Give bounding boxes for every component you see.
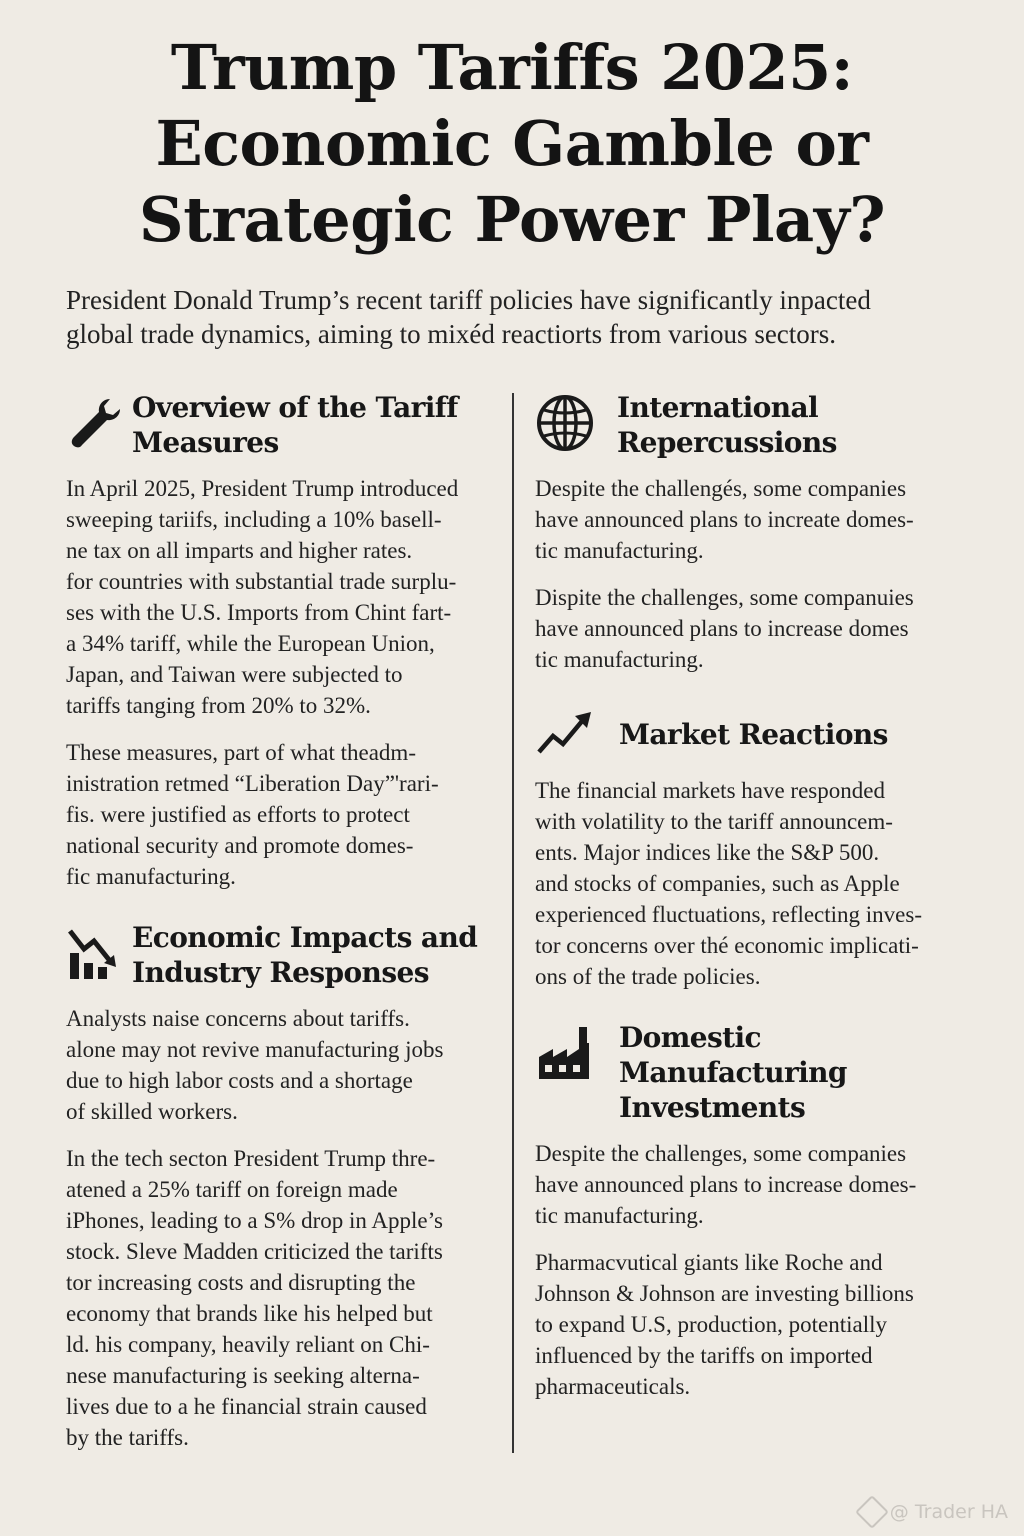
text-line: Despite the challenges, some companies: [535, 1141, 907, 1166]
heading-line: Market Reactions: [619, 717, 888, 751]
text-line: experienced fluctuations, reflecting inves-: [535, 902, 923, 927]
heading-line: International: [617, 391, 819, 424]
title-line: Strategic Power Play?: [138, 183, 886, 256]
section-overview: [66, 390, 506, 892]
factory-icon: [535, 1020, 619, 1086]
intro-paragraph: [66, 283, 986, 351]
text-line: a 34% tariff, while the European Union,: [66, 631, 435, 656]
left-column: [66, 390, 506, 1453]
text-line: ne tax on all imparts and higher rates.: [66, 538, 413, 563]
text-line: tic manufacturing.: [535, 538, 704, 563]
text-line: tariffs tanging from 20% to 32%.: [66, 693, 371, 718]
declining-bar-chart-icon: [66, 920, 132, 986]
text-line: for countries with substantial trade surplu-: [66, 569, 457, 594]
diamond-logo-icon: [855, 1495, 889, 1529]
text-line: alone may not revive manufacturing jobs: [66, 1037, 444, 1062]
text-line: atened a 25% tariff on foreign made: [66, 1177, 398, 1202]
paragraph: [66, 1143, 506, 1453]
heading-line: Repercussions: [617, 426, 837, 459]
section-heading: [132, 920, 477, 990]
column-divider: [512, 393, 514, 1453]
heading-line: Overview of the Tariff: [132, 391, 458, 424]
text-line: tic manufacturing.: [535, 1203, 704, 1228]
paragraph: [535, 473, 975, 566]
section-economic-impacts: [66, 920, 506, 1453]
text-line: nese manufacturing is seeking alterna-: [66, 1363, 420, 1388]
text-line: national security and promote domes-: [66, 833, 414, 858]
section-international: [535, 390, 975, 675]
text-line: economy that brands like his helped but: [66, 1301, 433, 1326]
paragraph: [66, 1003, 506, 1127]
right-column: [535, 390, 975, 1402]
text-line: ents. Major indices like the S&P 500.: [535, 840, 880, 865]
intro-line: global trade dynamics, aiming to mixéd reactiorts from various sectors.: [66, 319, 837, 349]
heading-line: Economic Impacts and: [132, 921, 478, 954]
section-heading: [132, 390, 458, 460]
text-line: Despite the challengés, some companies: [535, 476, 907, 501]
text-line: ld. his company, heavily reliant on Chi-: [66, 1332, 430, 1357]
text-line: by the tariffs.: [66, 1425, 189, 1450]
text-line: tor concerns over thé economic implicati-: [535, 933, 919, 958]
text-line: ons of the trade policies.: [535, 964, 761, 989]
text-line: tic manufacturing.: [535, 647, 704, 672]
wrench-icon: [66, 390, 132, 456]
text-line: Dispite the challenges, some companuies: [535, 585, 914, 610]
text-line: influenced by the tariffs on imported: [535, 1343, 873, 1368]
text-line: pharmaceuticals.: [535, 1374, 691, 1399]
title-line: Trump Tariffs 2025:: [170, 31, 854, 104]
paragraph: [66, 473, 506, 721]
text-line: ses with the U.S. Imports from Chint fart-: [66, 600, 452, 625]
heading-line: Industry Responses: [132, 956, 429, 989]
text-line: of skilled workers.: [66, 1099, 238, 1124]
text-line: Japan, and Taiwan were subjected to: [66, 662, 403, 687]
text-line: Pharmacvutical giants like Roche and: [535, 1250, 883, 1275]
watermark: [860, 1500, 1008, 1524]
text-line: These measures, part of what theadm-: [66, 740, 416, 765]
paragraph: [535, 1138, 975, 1231]
text-line: stock. Sleve Madden criticized the tarifts: [66, 1239, 443, 1264]
text-line: In April 2025, President Trump introduced: [66, 476, 459, 501]
text-line: In the tech secton President Trump thre-: [66, 1146, 436, 1171]
paragraph: [535, 775, 975, 992]
paragraph: [535, 582, 975, 675]
section-domestic-manufacturing: [535, 1020, 975, 1402]
trending-up-arrow-icon: [535, 701, 619, 767]
text-line: due to high labor costs and a shortage: [66, 1068, 413, 1093]
watermark-text: @ Trader HA: [889, 1501, 1008, 1523]
paragraph: [66, 737, 506, 892]
text-line: fis. were justified as efforts to protect: [66, 802, 410, 827]
paragraph: [535, 1247, 975, 1402]
section-heading: [619, 717, 888, 752]
text-line: have announced plans to increase domes: [535, 616, 909, 641]
title-line: Economic Gamble or: [155, 107, 869, 180]
section-heading: [617, 390, 837, 460]
text-line: iPhones, leading to a S% drop in Apple’s: [66, 1208, 443, 1233]
text-line: fic manufacturing.: [66, 864, 236, 889]
intro-line: President Donald Trump’s recent tariff policies have significantly inpacted: [66, 285, 871, 315]
globe-icon: [535, 390, 617, 456]
text-line: The financial markets have responded: [535, 778, 885, 803]
text-line: Analysts naise concerns about tariffs.: [66, 1006, 410, 1031]
text-line: lives due to a he financial strain caused: [66, 1394, 427, 1419]
section-heading: [619, 1020, 975, 1125]
text-line: and stocks of companies, such as Apple: [535, 871, 900, 896]
text-line: with volatility to the tariff announcem-: [535, 809, 893, 834]
text-line: tor increasing costs and disrupting the: [66, 1270, 416, 1295]
text-line: sweeping tariifs, including a 10% basell-: [66, 507, 442, 532]
heading-line: Domestic Manufacturing: [619, 1021, 847, 1089]
text-line: inistration retmed “Liberation Day”'rari-: [66, 771, 439, 796]
text-line: Johnson & Johnson are investing billions: [535, 1281, 914, 1306]
heading-line: Measures: [132, 426, 279, 459]
section-market-reactions: [535, 701, 975, 992]
page-title: [0, 30, 1024, 258]
text-line: have announced plans to increase domes-: [535, 1172, 917, 1197]
text-line: have announced plans to increate domes-: [535, 507, 914, 532]
text-line: to expand U.S, production, potentially: [535, 1312, 887, 1337]
heading-line: Investments: [619, 1091, 806, 1124]
